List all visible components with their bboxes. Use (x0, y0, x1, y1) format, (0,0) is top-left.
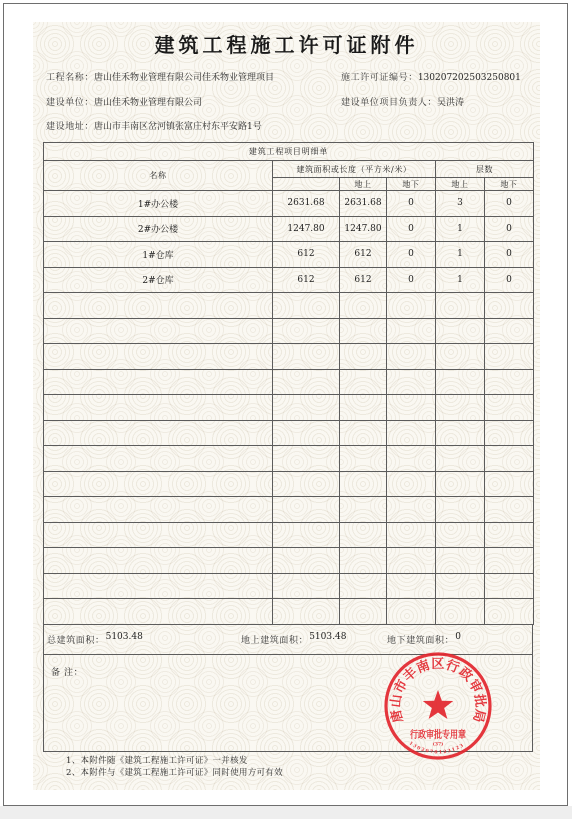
header-area-total (273, 178, 340, 191)
total-area-label: 总建筑面积： (47, 635, 105, 646)
table-cell-empty (387, 497, 436, 523)
seal-purpose-text: 行政审批专用章 (410, 730, 480, 741)
table-cell-empty (44, 395, 273, 421)
table-row (44, 216, 534, 242)
cell-area-total: 612 (273, 242, 340, 268)
table-cell-empty (436, 497, 485, 523)
table-row-empty (44, 497, 534, 523)
table-cell-empty (273, 293, 340, 319)
header-area-above: 地上 (340, 178, 387, 191)
table-cell-empty (387, 344, 436, 370)
seal-code-path: 1302070123123 (407, 741, 465, 756)
cell-area-above: 1247.80 (340, 216, 387, 242)
table-cell-empty (436, 395, 485, 421)
table-cell-empty (387, 548, 436, 574)
table-cell-empty (340, 497, 387, 523)
table-cell-empty (44, 497, 273, 523)
cell-area-total: 612 (273, 267, 340, 293)
table-cell-empty (485, 395, 534, 421)
table-cell-empty (485, 599, 534, 625)
table-cell-empty (436, 344, 485, 370)
table-row-empty (44, 344, 534, 370)
table-row (44, 267, 534, 293)
table-cell-empty (485, 446, 534, 472)
table-cell-empty (340, 420, 387, 446)
table-row-empty (44, 471, 534, 497)
total-area-field (47, 631, 143, 647)
table-cell-empty (340, 548, 387, 574)
cell-name: 2#仓库 (44, 267, 273, 293)
table-cell-empty (273, 395, 340, 421)
above-ground-area-label: 地上建筑面积： (241, 635, 309, 646)
table-cell-empty (44, 446, 273, 472)
table-cell-empty (44, 318, 273, 344)
star-icon (423, 690, 453, 719)
total-area-value: 5103.48 (105, 631, 143, 642)
cell-floors-below: 0 (485, 242, 534, 268)
table-cell-empty (273, 573, 340, 599)
table-row (44, 191, 534, 217)
project-detail-table (43, 142, 534, 625)
seal-organization-path: 唐山市丰南区行政审批局 (388, 656, 488, 724)
table-cell-empty (340, 344, 387, 370)
cell-area-below: 0 (387, 216, 436, 242)
builder-manager-field (341, 98, 464, 109)
header-floors-above: 地上 (436, 178, 485, 191)
project-name-field (46, 73, 274, 84)
table-cell-empty (436, 369, 485, 395)
table-cell-empty (340, 599, 387, 625)
table-cell-empty (436, 471, 485, 497)
table-header-row (44, 161, 534, 178)
table-cell-empty (44, 369, 273, 395)
table-cell-empty (436, 446, 485, 472)
table-cell-empty (44, 522, 273, 548)
address-label: 建设地址： (46, 122, 95, 132)
table-row-empty (44, 420, 534, 446)
table-cell-empty (44, 471, 273, 497)
table-row-empty (44, 395, 534, 421)
address-value: 唐山市丰南区岔河镇张富庄村东平安路1号 (94, 122, 262, 132)
table-cell-empty (485, 369, 534, 395)
table-cell-empty (273, 344, 340, 370)
cell-name: 1#办公楼 (44, 191, 273, 217)
table-cell-empty (436, 548, 485, 574)
table-cell-empty (273, 318, 340, 344)
below-ground-area-field (387, 631, 461, 647)
header-name: 名称 (44, 161, 273, 191)
table-row-empty (44, 599, 534, 625)
table-cell-empty (485, 293, 534, 319)
table-cell-empty (485, 344, 534, 370)
table-caption: 建筑工程项目明细单 (44, 143, 534, 161)
table-cell-empty (340, 369, 387, 395)
table-cell-empty (485, 573, 534, 599)
table-cell-empty (273, 369, 340, 395)
cell-floors-below: 0 (485, 267, 534, 293)
table-cell-empty (44, 344, 273, 370)
table-cell-empty (340, 293, 387, 319)
table-cell-empty (387, 420, 436, 446)
project-name-value: 唐山佳禾物业管理有限公司佳禾物业管理项目 (94, 73, 275, 83)
cell-area-total: 2631.68 (273, 191, 340, 217)
viewer-bottom-strip (0, 806, 572, 819)
header-area: 建筑面积或长度（平方米/米） (273, 161, 436, 178)
table-cell-empty (436, 293, 485, 319)
table-cell-empty (436, 522, 485, 548)
table-cell-empty (485, 497, 534, 523)
document-title: 建筑工程施工许可证附件 (154, 33, 419, 57)
table-row-empty (44, 318, 534, 344)
below-ground-area-label: 地下建筑面积： (387, 635, 455, 646)
table-cell-empty (436, 318, 485, 344)
table-cell-empty (273, 497, 340, 523)
table-cell-empty (340, 446, 387, 472)
cell-floors-below: 0 (485, 216, 534, 242)
table-cell-empty (273, 548, 340, 574)
table-cell-empty (485, 522, 534, 548)
builder-label: 建设单位： (46, 98, 95, 108)
table-cell-empty (340, 471, 387, 497)
table-cell-empty (44, 420, 273, 446)
above-ground-area-field (241, 631, 347, 647)
table-cell-empty (273, 471, 340, 497)
table-row (44, 242, 534, 268)
cell-name: 1#仓库 (44, 242, 273, 268)
table-cell-empty (340, 522, 387, 548)
cell-floors-above: 1 (436, 216, 485, 242)
permit-number-value: 130207202503250801 (417, 73, 521, 83)
table-cell-empty (485, 471, 534, 497)
table-cell-empty (273, 599, 340, 625)
cell-area-above: 612 (340, 242, 387, 268)
cell-name: 2#办公楼 (44, 216, 273, 242)
table-cell-empty (387, 471, 436, 497)
address-field (46, 122, 262, 133)
builder-value: 唐山佳禾物业管理有限公司 (94, 98, 203, 108)
table-row-empty (44, 522, 534, 548)
table-cell-empty (387, 573, 436, 599)
remarks-label: 备 注： (51, 667, 84, 678)
table-caption-row (44, 143, 534, 161)
table-cell-empty (273, 446, 340, 472)
cell-floors-above: 1 (436, 242, 485, 268)
cell-floors-above: 1 (436, 267, 485, 293)
table-cell-empty (485, 420, 534, 446)
cell-floors-below: 0 (485, 191, 534, 217)
above-ground-area-value: 5103.48 (309, 631, 347, 642)
cell-area-above: 2631.68 (340, 191, 387, 217)
table-cell-empty (387, 395, 436, 421)
builder-manager-value: 吴洪涛 (437, 98, 465, 108)
table-cell-empty (387, 318, 436, 344)
table-cell-empty (436, 599, 485, 625)
cell-area-total: 1247.80 (273, 216, 340, 242)
table-cell-empty (436, 420, 485, 446)
table-cell-empty (273, 420, 340, 446)
header-floors-below: 地下 (485, 178, 534, 191)
seal-serial-text: (37) (432, 742, 444, 748)
table-cell-empty (44, 599, 273, 625)
permit-number-field (341, 73, 521, 84)
table-body (44, 191, 534, 625)
below-ground-area-value: 0 (455, 631, 461, 642)
table-cell-empty (387, 522, 436, 548)
table-cell-empty (387, 369, 436, 395)
cell-floors-above: 3 (436, 191, 485, 217)
header-floors: 层数 (436, 161, 534, 178)
table-cell-empty (485, 318, 534, 344)
cell-area-below: 0 (387, 191, 436, 217)
table-cell-empty (387, 599, 436, 625)
table-row-empty (44, 446, 534, 472)
table-cell-empty (273, 522, 340, 548)
project-name-label: 工程名称： (46, 73, 95, 83)
table-cell-empty (387, 293, 436, 319)
table-cell-empty (44, 548, 273, 574)
table-cell-empty (340, 573, 387, 599)
table-cell-empty (387, 446, 436, 472)
table-row-empty (44, 548, 534, 574)
footnote-1: 1、本附件随《建筑工程施工许可证》一并核发 (66, 756, 248, 766)
cell-area-above: 612 (340, 267, 387, 293)
header-area-below: 地下 (387, 178, 436, 191)
table-row-empty (44, 369, 534, 395)
table-cell-empty (340, 395, 387, 421)
table-cell-empty (436, 573, 485, 599)
footnote-2: 2、本附件与《建筑工程施工许可证》同时使用方可有效 (66, 768, 283, 778)
official-seal (382, 650, 494, 762)
table-cell-empty (485, 548, 534, 574)
table-cell-empty (44, 293, 273, 319)
table-cell-empty (44, 573, 273, 599)
table-row-empty (44, 293, 534, 319)
permit-number-label: 施工许可证编号： (341, 73, 418, 83)
table-cell-empty (340, 318, 387, 344)
table-row-empty (44, 573, 534, 599)
cell-area-below: 0 (387, 242, 436, 268)
builder-manager-label: 建设单位项目负责人： (341, 98, 438, 108)
builder-field (46, 98, 202, 109)
cell-area-below: 0 (387, 267, 436, 293)
